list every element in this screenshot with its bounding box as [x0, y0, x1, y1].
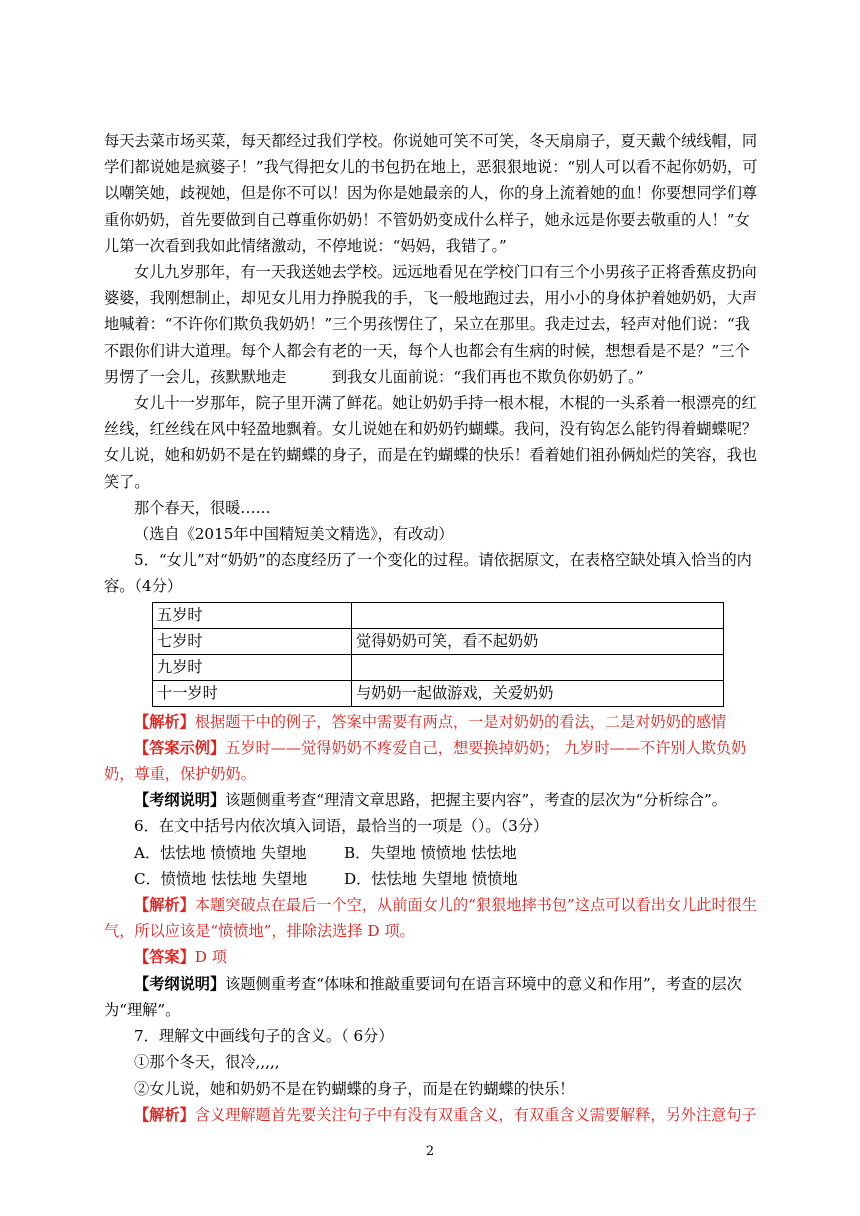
- table-row: [153, 654, 724, 680]
- question-7-stem: 7．理解文中画线句子的含义。（ 6分）: [134, 1027, 394, 1046]
- page-number: 2: [425, 1144, 435, 1159]
- q7-sentence-2: ②女儿说，她和奶奶不是在钓蝴蝶的身子，而是在钓蝴蝶的快乐！: [134, 1079, 575, 1098]
- q5-analysis: [104, 709, 760, 735]
- table-cell-age: 七岁时: [153, 628, 352, 654]
- analysis-text: 本题突破点在最后一个空，从前面女儿的“狠狠地摔书包”这点可以看出女儿此时很生气，所以应该是“愤愤地”，排除法选择 D 项。: [104, 896, 758, 941]
- answer-text: D 项: [194, 948, 227, 967]
- analysis-tag: 【解析】: [134, 1105, 195, 1124]
- analysis-text: 含义理解题首先要关注句子中有没有双重含义，有双重含义需要解释，另外注意句子: [194, 1105, 757, 1124]
- table-cell-attitude: [352, 654, 724, 680]
- table-cell-attitude: 觉得奶奶可笑，看不起奶奶: [352, 628, 724, 654]
- q6-answer: [104, 944, 760, 970]
- choice-row: [104, 840, 760, 866]
- passage-paragraph: 那个春天，很暖……: [134, 498, 271, 517]
- q7-analysis: [104, 1102, 760, 1128]
- table-row: [153, 628, 724, 654]
- outline-text: 该题侧重考查“体味和推敲重要词句在语言环境中的意义和作用”，考查的层次为“理解”。: [104, 974, 742, 1019]
- table-row: [153, 602, 724, 628]
- source-note: （选自《2015年中国精短美文精选》，有改动）: [134, 525, 454, 544]
- option-a: A．怯怯地 愤愤地 失望地: [134, 843, 307, 862]
- table-cell-attitude: [352, 602, 724, 628]
- q5-outline: [104, 787, 760, 813]
- option-d: D．怯怯地 失望地 愤愤地: [344, 869, 518, 888]
- outline-tag: 【考纲说明】: [134, 974, 226, 993]
- question-6-stem: 6．在文中括号内依次填入词语，最恰当的一项是（）。（3分）: [134, 817, 549, 836]
- table-cell-age: 九岁时: [153, 654, 352, 680]
- table-row: [153, 680, 724, 706]
- q5-answer: [104, 735, 760, 787]
- analysis-text: 根据题干中的例子，答案中需要有两点，一是对奶奶的看法，二是对奶奶的感情: [194, 712, 727, 731]
- q6-outline: [104, 971, 760, 1023]
- table-cell-attitude: 与奶奶一起做游戏，关爱奶奶: [352, 680, 724, 706]
- page-content: [104, 128, 760, 1128]
- answer-tag: 【答案示例】: [134, 738, 226, 757]
- passage-paragraph: 每天去菜市场买菜，每天都经过我们学校。你说她可笑不可笑，冬天扇扇子，夏天戴个绒线帽，同学们都说她是疯婆子！”我气得把女儿的书包扔在地上，恶狠狠地说：“别人可以看不起你奶奶，可以嘲笑她，歧视她，但是你不可以！因为你是她最亲的人，你的身上流着她的血！你要想同学们尊重你奶奶，首先要做到自己尊重你奶奶！不管奶奶变成什么样子，她永远是你要去敬重的人！”女儿第一次看到我如此情绪激动，不停地说：“妈妈，我错了。”: [104, 132, 758, 255]
- table-cell-age: 十一岁时: [153, 680, 352, 706]
- option-b: B．失望地 愤愤地 怯怯地: [344, 843, 517, 862]
- passage-paragraph: 女儿九岁那年，有一天我送她去学校。远远地看见在学校门口有三个小男孩子正将香蕉皮扔向婆婆，我刚想制止，却见女儿用力挣脱我的手，飞一般地跑过去，用小小的身体护着她奶奶，大声地喊着：“不许你们欺负我奶奶！”三个男孩愣住了，呆立在那里。我走过去，轻声对他们说：“我不跟你们讲大道理。每个人都会有老的一天，每个人也都会有生病的时候，想想看是不是？”三个男愣了一会儿，孩默默地走 到我女儿面前说：“我们再也不欺负你奶奶了。”: [104, 263, 758, 386]
- option-c: C．愤愤地 怯怯地 失望地: [134, 869, 308, 888]
- q7-sentence-1: ①那个冬天，很冷,,,,,: [134, 1053, 280, 1072]
- outline-text: 该题侧重考查“理清文章思路，把握主要内容”，考查的层次为“分析综合”。: [225, 791, 727, 810]
- answer-tag: 【答案】: [134, 948, 195, 967]
- analysis-tag: 【解析】: [134, 712, 195, 731]
- choice-row: [104, 866, 760, 892]
- q6-analysis: [104, 892, 760, 944]
- answer-table: [152, 602, 724, 707]
- outline-tag: 【考纲说明】: [134, 791, 226, 810]
- question-5-stem: 5．“女儿”对“奶奶”的态度经历了一个变化的过程。请依据原文，在表格空缺处填入恰当的内容。（4分）: [104, 551, 752, 596]
- passage-paragraph: 女儿十一岁那年，院子里开满了鲜花。她让奶奶手持一根木棍，木棍的一头系着一根漂亮的红丝线，红丝线在风中轻盈地飘着。女儿说她在和奶奶钓蝴蝶。我问，没有钩怎么能钓得着蝴蝶呢？女儿说，她和奶奶不是在钓蝴蝶的身子，而是在钓蝴蝶的快乐！看着她们祖孙俩灿烂的笑容，我也笑了。: [104, 394, 758, 491]
- table-cell-age: 五岁时: [153, 602, 352, 628]
- analysis-tag: 【解析】: [134, 896, 195, 915]
- answer-text: 五岁时——觉得奶奶不疼爱自己，想要换掉奶奶； 九岁时——不许别人欺负奶奶，尊重，保护奶奶。: [104, 738, 747, 784]
